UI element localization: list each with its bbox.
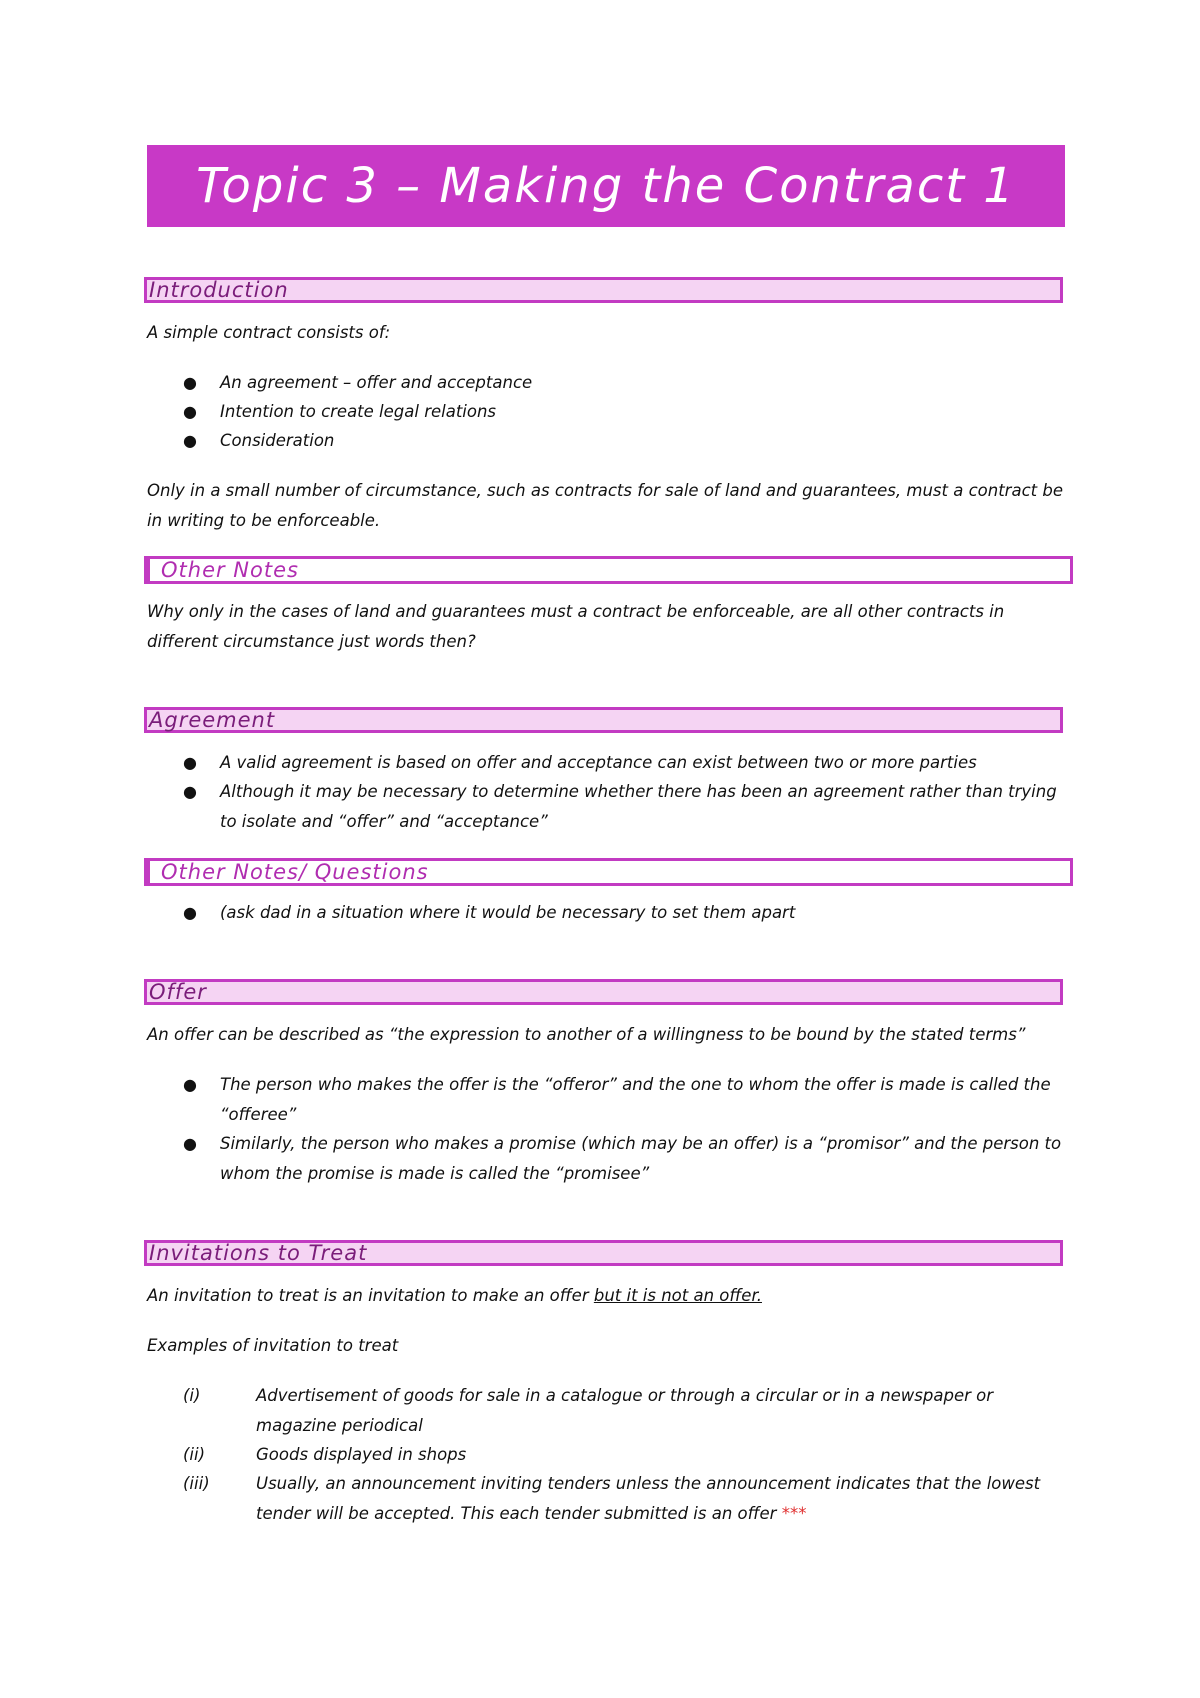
list-item bbox=[183, 1381, 1063, 1441]
list-item bbox=[183, 426, 1063, 456]
list-item bbox=[183, 898, 1063, 928]
bullet-icon: ● bbox=[183, 1134, 197, 1153]
section-heading-label: Invitations to Treat bbox=[149, 1240, 368, 1265]
section-heading-introduction bbox=[144, 277, 1063, 303]
bullet-icon: ● bbox=[183, 903, 197, 922]
list-item-number: (ii) bbox=[183, 1445, 206, 1464]
section-heading-other-notes-questions bbox=[144, 858, 1073, 886]
bullet-icon: ● bbox=[183, 431, 197, 450]
list-item-text bbox=[256, 1469, 1063, 1529]
document-title-banner bbox=[147, 145, 1065, 227]
bullet-icon: ● bbox=[183, 782, 197, 801]
list-item-text: Similarly, the person who makes a promise (which may be an offer) is a “promisor” and the person to whom the promise is made is called the “promisee” bbox=[220, 1134, 1062, 1183]
section-heading-label: Other Notes/ Questions bbox=[161, 859, 429, 884]
section-heading-label: Agreement bbox=[149, 707, 276, 732]
bullet-icon: ● bbox=[183, 402, 197, 421]
section-heading-label: Introduction bbox=[149, 277, 289, 302]
bullet-icon: ● bbox=[183, 753, 197, 772]
bullet-icon: ● bbox=[183, 1075, 197, 1094]
list-item-text: Consideration bbox=[220, 431, 335, 450]
list-item-text-body: Usually, an announcement inviting tenders unless the announcement indicates that the lowest tender will be accepted. This each tender submitted is an offer bbox=[256, 1474, 1041, 1523]
list-item-text: The person who makes the offer is the “offeror” and the one to whom the offer is made is called the “offeree” bbox=[220, 1075, 1051, 1124]
section-heading-other-notes bbox=[144, 556, 1073, 584]
other-notes-paragraph: Why only in the cases of land and guarantees must a contract be enforceable, are all other contracts in different circumstance just words then? bbox=[147, 602, 1005, 651]
list-item-text: Advertisement of goods for sale in a catalogue or through a circular or in a newspaper or magazine periodical bbox=[256, 1386, 994, 1435]
list-item-text: An agreement – offer and acceptance bbox=[220, 373, 533, 392]
section-heading-label: Offer bbox=[149, 979, 207, 1004]
bullet-icon: ● bbox=[183, 373, 197, 392]
list-item bbox=[183, 748, 1063, 778]
list-item bbox=[183, 1129, 1063, 1189]
list-item bbox=[183, 368, 1063, 398]
section-heading-agreement bbox=[144, 707, 1063, 733]
list-item-number: (iii) bbox=[183, 1474, 210, 1493]
list-item-text: (ask dad in a situation where it would be necessary to set them apart bbox=[220, 903, 796, 922]
intro-paragraph: A simple contract consists of: bbox=[147, 323, 391, 342]
list-item-text: A valid agreement is based on offer and acceptance can exist between two or more parties bbox=[220, 753, 977, 772]
section-heading-offer bbox=[144, 979, 1063, 1005]
list-item bbox=[183, 1440, 1063, 1470]
invitations-text: An invitation to treat is an invitation to make an offer bbox=[147, 1286, 594, 1305]
offer-paragraph: An offer can be described as “the expression to another of a willingness to be bound by the stated terms” bbox=[147, 1025, 1026, 1044]
list-item-text: Although it may be necessary to determine whether there has been an agreement rather than trying to isolate and “offer” and “acceptance” bbox=[220, 782, 1057, 831]
list-item-text: Intention to create legal relations bbox=[220, 402, 497, 421]
invitations-paragraph bbox=[147, 1281, 1077, 1311]
list-item bbox=[183, 397, 1063, 427]
list-item-text: Goods displayed in shops bbox=[256, 1445, 467, 1464]
emphasis-stars: *** bbox=[781, 1504, 807, 1523]
section-heading-label: Other Notes bbox=[161, 557, 299, 582]
list-item-number: (i) bbox=[183, 1386, 201, 1405]
invitations-underlined-text: but it is not an offer. bbox=[593, 1286, 762, 1305]
list-item bbox=[183, 1070, 1063, 1130]
list-item bbox=[183, 777, 1063, 837]
intro-note-paragraph: Only in a small number of circumstance, such as contracts for sale of land and guarantees, must a contract be in writing to be enforceable. bbox=[147, 481, 1063, 530]
document-title: Topic 3 – Making the Contract 1 bbox=[196, 158, 1016, 214]
section-heading-invitations-to-treat bbox=[144, 1240, 1063, 1266]
examples-label: Examples of invitation to treat bbox=[147, 1336, 399, 1355]
list-item bbox=[183, 1469, 1063, 1529]
